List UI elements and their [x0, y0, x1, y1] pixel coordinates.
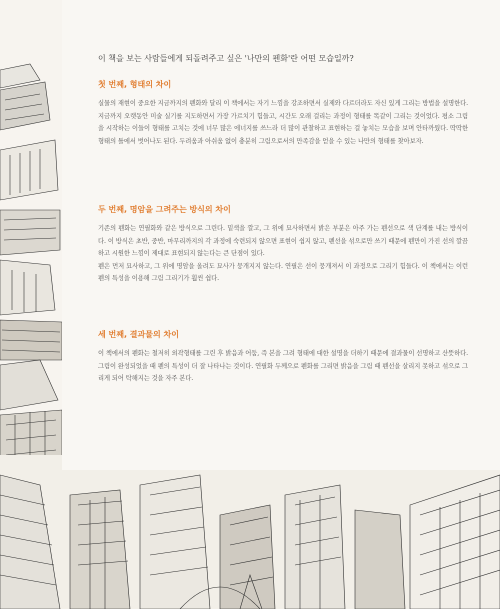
- bottom-illustration: [0, 455, 500, 609]
- section-form-difference: [98, 80, 468, 148]
- section-heading: 세 번째, 결과물의 차이: [98, 330, 179, 339]
- section-paragraph: 기존의 펜화는 연필화와 같은 방식으로 그린다. 밑색을 깔고, 그 위에 묘사하면서 밝은 부분은 아주 가는 펜선으로 색 단계를 내는 방식이다. 이 방식은 초반, 중반, 마무리까지의 각 과정에 숙련되지 않으면 표현이 쉽지 않고, 펜선을 섞으로만 쓰기 때문에 펜만이 가진 선의 깔끔하고 시원한 느낌이 제대로 표현되지 않는다는 큰 단점이 있다.: [98, 225, 468, 258]
- section-paragraph: 이 책에서의 펜화는 철저히 외곽형태를 그린 후 밝음과 어둠, 즉 본을 그려 형태에 대한 설명을 더하기 때문에 결과물이 선명하고 산뜻하다. 그림이 완성되었을 때 펜의 특성이 더 잘 나타나는 것이다. 연필화 두께으로 펜화를 그리면 밝음을 그림 때 펜선을 살리지 못하고 섞으로 그리게 되어 탁해지는 것을 자주 본다.: [98, 350, 468, 383]
- section-heading: 첫 번째, 형태의 차이: [98, 80, 172, 89]
- section-shading-difference: [98, 205, 468, 286]
- section-heading: 두 번째, 명암을 그려주는 방식의 차이: [98, 205, 231, 214]
- section-paragraph: 펜은 먼저 묘사하고, 그 위에 명암을 올려도 묘사가 뭉개지지 않는다. 연필은 선이 뭉개져서 이 과정으로 그리기 힘들다. 이 책에서는 이런 펜의 특성을 이용해 그림 그리기가 훨씬 쉽다.: [98, 262, 468, 283]
- intro-text: 이 책을 보는 사람들에게 되돌려주고 싶은 '나만의 펜화'란 어떤 모습일까?: [98, 54, 354, 63]
- section-paragraph: 실물의 재현이 중요한 지금까지의 펜화와 달리 이 책에서는 자기 느낌을 강조하면서 실제와 다르더라도 자신 있게 그리는 방법을 설명한다. 지금까지 오랫동안 미술 실기를 지도하면서 가장 가르치기 힘들고, 시간도 오래 걸리는 과정이 형태를 똑같이 그리는 것이었다. 평소 그림을 시작하는 이들이 형태를 고치는 것에 너무 많은 에너지를 쓰느라 더 많이 관찰하고 표현하는 걸 놓치는 모습을 보며 안타까웠다. 딱딱한 형태의 틀에서 벗어나도 된다. 두려움과 아쉬움 없이 충분히 그림으로서의 만족감을 얻을 수 있는 나만의 형태를 찾아보자.: [98, 100, 468, 145]
- left-illustration: [0, 60, 62, 480]
- section-result-difference: [98, 330, 468, 386]
